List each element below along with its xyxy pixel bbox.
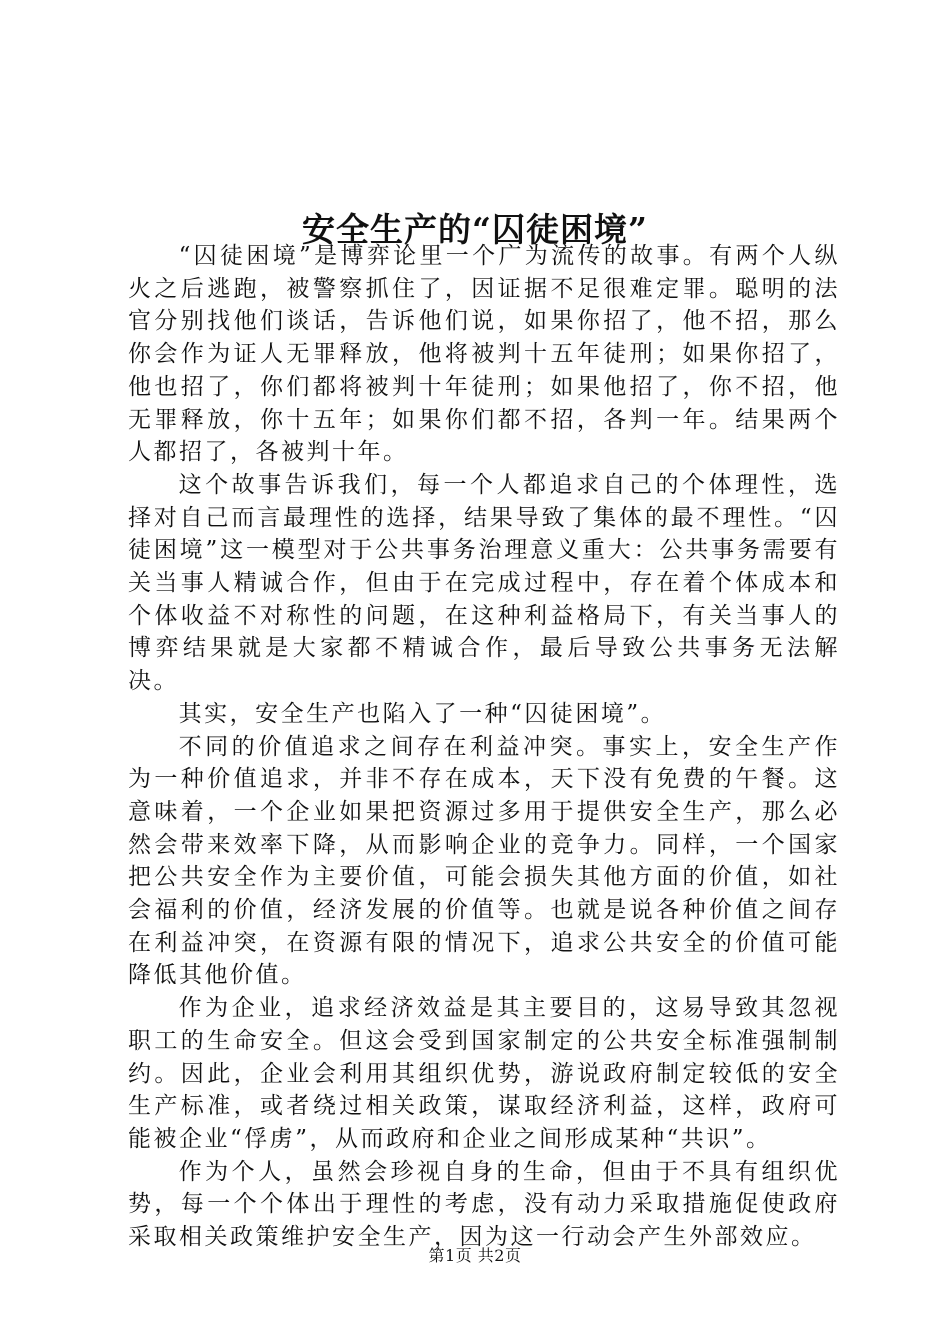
paragraph-3: 其实，安全生产也陷入了一种“囚徒困境”。 — [178, 700, 667, 727]
document-title: 安全生产的“囚徒困境” — [302, 210, 648, 250]
paragraph-2: 这个故事告诉我们，每一个人都追求自己的个体理性，选择对自己而言最理性的选择，结果导致了集体的最不理性。“囚徒困境”这一模型对于公共事务治理意义重大：公共事务需要有关当事人精诚合作，但由于在完成过程中，存在着个体成本和个体收益不对称性的问题，在这种利益格局下，有关当事人的博弈结果就是大家都不精诚合作，最后导致公共事务无法解决。 — [128, 471, 840, 695]
page-number-footer: 第1页 共2页 — [428, 1246, 522, 1265]
paragraph-5: 作为企业，追求经济效益是其主要目的，这易导致其忽视职工的生命安全。但这会受到国家制定的公共安全标准强制制约。因此，企业会利用其组织优势，游说政府制定较低的安全生产标准，或者绕过相关政策，谋取经济利益，这样，政府可能被企业“俘虏”，从而政府和企业之间形成某种“共识”。 — [128, 995, 840, 1152]
document-body — [128, 240, 840, 1254]
paragraph-1: “囚徒困境”是博弈论里一个广为流传的故事。有两个人纵火之后逃跑，被警察抓住了，因证据不足很难定罪。聪明的法官分别找他们谈话，告诉他们说，如果你招了，他不招，那么你会作为证人无罪释放，他将被判十五年徒刑；如果你招了，他也招了，你们都将被判十年徒刑；如果他招了，你不招，他无罪释放，你十五年；如果你们都不招，各判一年。结果两个人都招了，各被判十年。 — [128, 243, 840, 466]
paragraph-4: 不同的价值追求之间存在利益冲突。事实上，安全生产作为一种价值追求，并非不存在成本，天下没有免费的午餐。这意味着，一个企业如果把资源过多用于提供安全生产，那么必然会带来效率下降，从而影响企业的竞争力。同样，一个国家把公共安全作为主要价值，可能会损失其他方面的价值，如社会福利的价值，经济发展的价值等。也就是说各种价值之间存在利益冲突，在资源有限的情况下，追求公共安全的价值可能降低其他价值。 — [128, 733, 840, 989]
paragraph-6: 作为个人，虽然会珍视自身的生命，但由于不具有组织优势，每一个个体出于理性的考虑，没有动力采取措施促使政府采取相关政策维护安全生产，因为这一行动会产生外部效应。 — [128, 1158, 840, 1251]
